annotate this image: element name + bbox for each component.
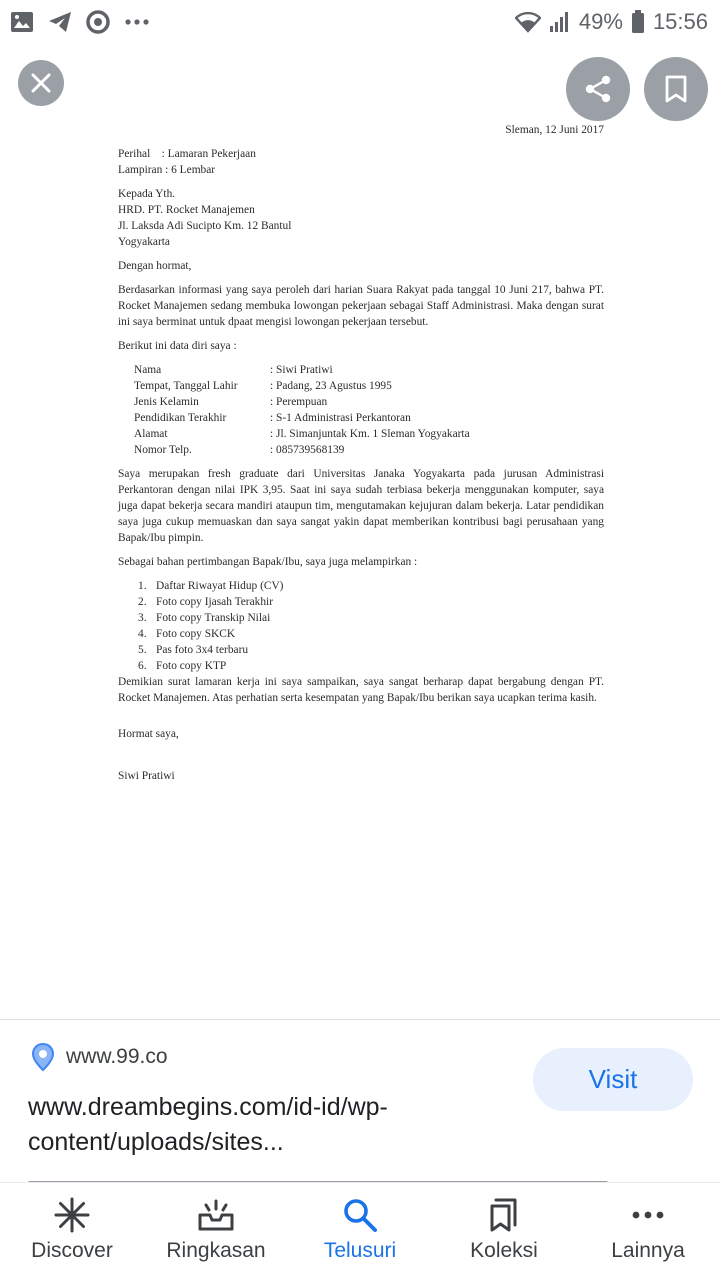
data-intro: Berikut ini data diri saya : (118, 340, 237, 352)
personal-value: : 085739568139 (270, 444, 345, 456)
visit-button[interactable]: Visit (533, 1048, 693, 1111)
tray-icon (197, 1197, 235, 1233)
bottom-nav (0, 1182, 720, 1280)
share-button[interactable] (566, 57, 630, 121)
document-image[interactable] (118, 122, 604, 784)
search-icon (342, 1197, 378, 1233)
personal-row (134, 394, 604, 410)
close-button[interactable] (18, 60, 64, 106)
letter-perihal: Perihal : Lamaran Pekerjaan (118, 148, 256, 160)
nav-lainnya[interactable] (576, 1183, 720, 1280)
nav-koleksi[interactable] (432, 1183, 576, 1280)
personal-key: Nama (134, 364, 162, 376)
personal-row (134, 362, 604, 378)
personal-row (134, 378, 604, 394)
nav-label: Discover (31, 1239, 113, 1262)
circle-app-icon (86, 10, 110, 34)
list-item: 2. Foto copy Ijasah Terakhir (138, 596, 273, 608)
personal-value: : Perempuan (270, 396, 328, 408)
nav-label: Ringkasan (166, 1239, 266, 1262)
source-domain: www.99.co (66, 1045, 168, 1068)
nav-discover[interactable] (0, 1183, 144, 1280)
result-url[interactable]: www.dreambegins.com/id-id/wp-content/uploads/sites... (28, 1093, 388, 1156)
telegram-icon (48, 11, 72, 33)
greeting: Dengan hormat, (118, 260, 192, 272)
list-item: 5. Pas foto 3x4 terbaru (138, 644, 249, 656)
nav-label: Lainnya (611, 1239, 685, 1262)
image-icon (10, 11, 34, 33)
signal-icon (549, 11, 571, 33)
personal-key: Nomor Telp. (134, 444, 192, 456)
source-row[interactable] (30, 1042, 168, 1072)
personal-row (134, 410, 604, 426)
recipient-line: HRD. PT. Rocket Manajemen (118, 204, 255, 216)
personal-value: : S-1 Administrasi Perkantoran (270, 412, 411, 424)
recipient-line: Kepada Yth. (118, 188, 176, 200)
nav-label: Koleksi (470, 1239, 538, 1262)
more-dots-icon (630, 1197, 666, 1233)
letter-lampiran: Lampiran : 6 Lembar (118, 164, 216, 176)
personal-key: Alamat (134, 428, 168, 440)
letter-date: Sleman, 12 Juni 2017 (505, 124, 604, 136)
bookmark-icon (664, 75, 688, 103)
clock: 15:56 (652, 9, 708, 34)
personal-value: : Padang, 23 Agustus 1995 (270, 380, 392, 392)
paragraph-2: Saya merupakan fresh graduate dari Universitas Janaka Yogyakarta pada jurusan Administrasi Perkantoran dengan nilai IPK 3,95. Saat ini saya sudah terbiasa bekerja menggunakan komputer, saya juga dapat bekerja secara mandiri ataupun tim, mengutamakan kejujuran dalam bekerja. Latar pendidikan saya juga cukup memuaskan dan saya sangat yakin dapat memberikan kontribusi bagi perusahaan yang Bapak/Ibu pimpin. (118, 468, 604, 544)
close-icon (30, 72, 52, 94)
personal-key: Pendidikan Terakhir (134, 412, 227, 424)
status-left-icons (10, 10, 150, 34)
nav-label: Telusuri (323, 1239, 397, 1262)
recipient-line: Jl. Laksda Adi Sucipto Km. 12 Bantul (118, 220, 292, 232)
battery-percent: 49% (578, 9, 623, 34)
battery-icon (631, 10, 645, 34)
recipient-line: Yogyakarta (118, 236, 170, 248)
personal-value: : Jl. Simanjuntak Km. 1 Sleman Yogyakarta (270, 428, 470, 440)
location-pin-icon (30, 1042, 56, 1072)
personal-row (134, 442, 604, 458)
divider (0, 1019, 720, 1020)
list-item: 3. Foto copy Transkip Nilai (138, 612, 271, 624)
asterisk-icon (54, 1197, 90, 1233)
personal-value: : Siwi Pratiwi (270, 364, 333, 376)
nav-telusuri[interactable] (288, 1183, 432, 1280)
personal-key: Tempat, Tanggal Lahir (134, 380, 238, 392)
nav-ringkasan[interactable] (144, 1183, 288, 1280)
attachments-list (138, 578, 604, 674)
regards: Hormat saya, (118, 728, 179, 740)
more-dots-icon (124, 17, 150, 27)
signature-name: Siwi Pratiwi (118, 770, 175, 782)
bookmark-stack-icon (487, 1197, 521, 1233)
personal-key: Jenis Kelamin (134, 396, 199, 408)
status-bar (0, 0, 720, 44)
personal-row (134, 426, 604, 442)
status-right (515, 9, 708, 35)
save-bookmark-button[interactable] (644, 57, 708, 121)
list-item: 1. Daftar Riwayat Hidup (CV) (138, 580, 284, 592)
closing-paragraph: Demikian surat lamaran kerja ini saya sampaikan, saya sangat berharap dapat bergabung dengan PT. Rocket Manajemen. Atas perhatian serta kesempatan yang Bapak/Ibu berikan saya ucapkan terima kasih. (118, 676, 604, 704)
attachments-intro: Sebagai bahan pertimbangan Bapak/Ibu, saya juga melampirkan : (118, 556, 418, 568)
list-item: 6. Foto copy KTP (138, 660, 227, 672)
paragraph-1: Berdasarkan informasi yang saya peroleh dari harian Suara Rakyat pada tanggal 10 Juni 217, bahwa PT. Rocket Manajemen sedang membuka lowongan pekerjaan sebagai Staff Administrasi. Maka dengan surat ini saya berminat untuk dpaat mengisi lowongan pekerjaan tersebut. (118, 284, 604, 328)
wifi-icon (515, 11, 541, 33)
share-icon (583, 74, 613, 104)
list-item: 4. Foto copy SKCK (138, 628, 236, 640)
